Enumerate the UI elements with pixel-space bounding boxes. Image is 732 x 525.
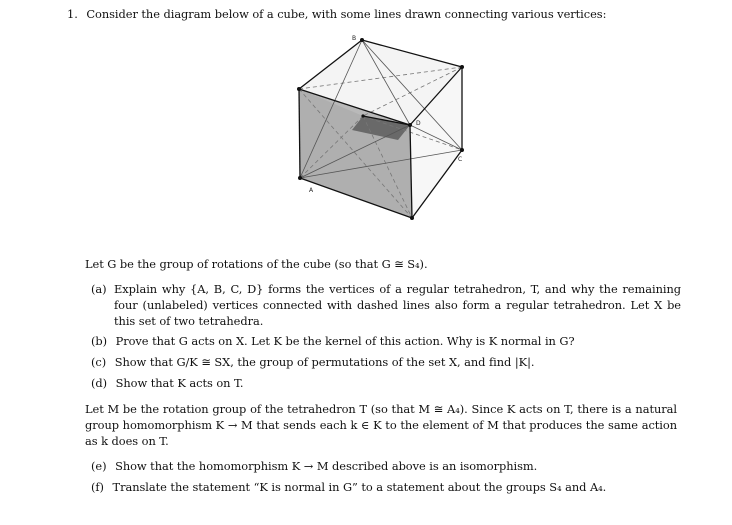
problem-intro: Consider the diagram below of a cube, with some lines drawn connecting various vertices:	[86, 7, 607, 21]
part-d-label: (d)	[91, 376, 108, 390]
part-e-text: Show that the homomorphism K → M described above is an isomorphism.	[115, 459, 538, 473]
part-b	[91, 333, 575, 349]
m-definition: Let M be the rotation group of the tetrahedron T (so that M ≅ A₄). Since K acts on T, there is a natural group homomorphism K → M that sends each k ∈ K to the element of M that produces the same action as k does on T.	[85, 402, 677, 448]
part-a	[91, 281, 681, 329]
part-c-label: (c)	[91, 355, 107, 369]
part-d-text: Show that K acts on T.	[115, 376, 244, 390]
part-f-label: (f)	[91, 480, 104, 494]
vertex-label-c: C	[458, 156, 463, 163]
part-b-label: (b)	[91, 334, 108, 348]
vertex-label-a: A	[309, 187, 314, 194]
part-a-label: (a)	[91, 282, 107, 296]
problem-number: 1.	[67, 7, 78, 21]
group-definition: Let G be the group of rotations of the cube (so that G ≅ S₄).	[85, 257, 428, 271]
part-e-label: (e)	[91, 459, 107, 473]
vertex-label-b: B	[352, 35, 357, 42]
problem-heading	[67, 6, 606, 22]
part-a-text: Explain why {A, B, C, D} forms the vertices of a regular tetrahedron, T, and why the remaining four (unlabeled) vertices connected with dashed lines also form a regular tetrahedron. Let X be this set of two tetrahedra.	[114, 282, 681, 328]
cube-diagram	[290, 30, 475, 230]
part-d	[91, 375, 243, 391]
part-f-text: Translate the statement “K is normal in G” to a statement about the groups S₄ and A₄.	[112, 480, 607, 494]
part-c-text: Show that G/K ≅ SX, the group of permutations of the set X, and find |K|.	[114, 355, 535, 369]
part-f	[91, 479, 606, 495]
part-c	[91, 354, 534, 370]
vertex-label-d: D	[416, 120, 421, 127]
part-e	[91, 458, 537, 474]
cube-svg	[290, 30, 475, 230]
part-b-text: Prove that G acts on X. Let K be the kernel of this action. Why is K normal in G?	[115, 334, 575, 348]
